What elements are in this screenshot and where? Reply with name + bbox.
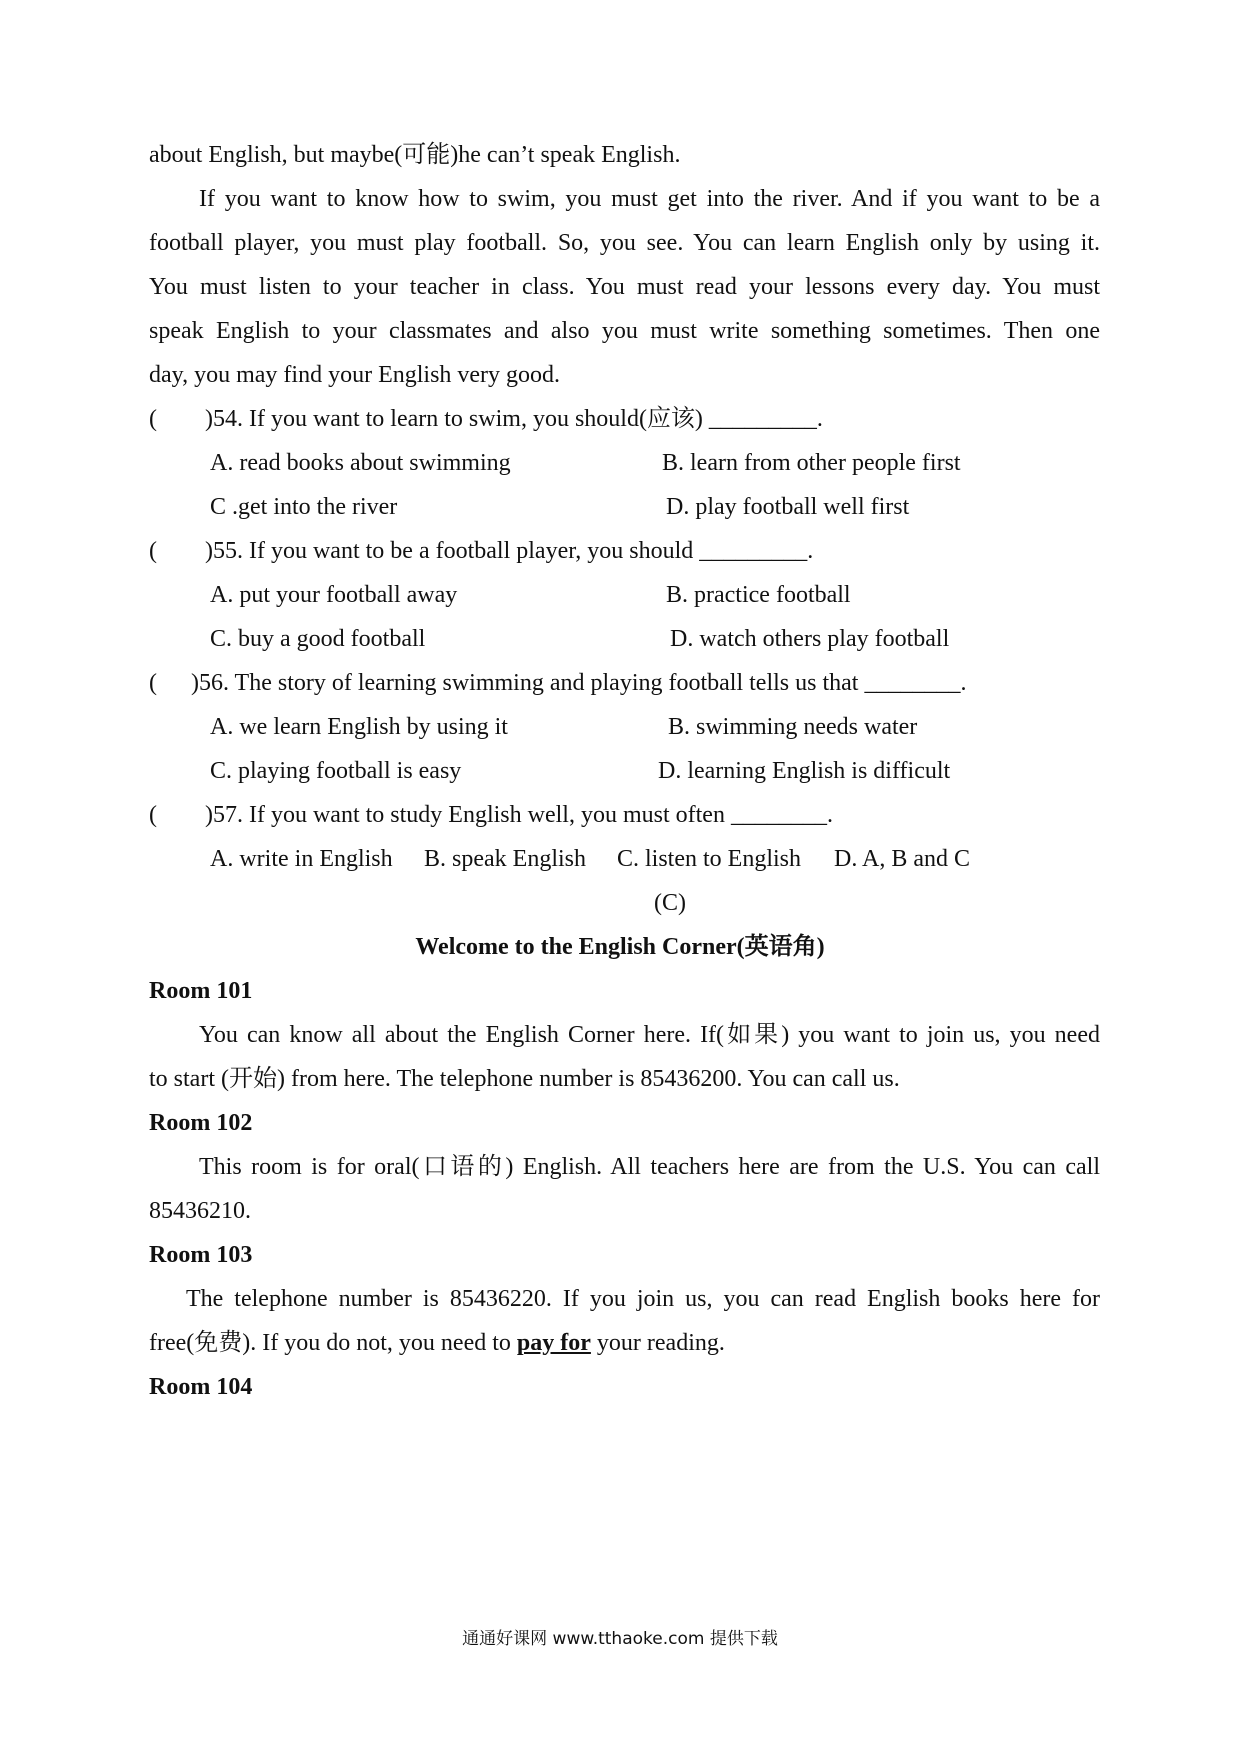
- room-heading: Room 103: [149, 1242, 253, 1268]
- room-heading: Room 102: [149, 1110, 253, 1136]
- question-56: [149, 668, 1100, 698]
- option-b: B. learn from other people first: [662, 450, 961, 476]
- question-stem: )55. If you want to be a football player, you should _________.: [205, 538, 814, 564]
- option-b: B. speak English: [424, 846, 586, 872]
- question-57: [149, 800, 1100, 830]
- option-a: A. put your football away: [210, 582, 458, 608]
- passage-line: You must listen to your teacher in class. You must read your lessons every day. You must: [149, 274, 1100, 300]
- option-d: D. A, B and C: [834, 846, 971, 872]
- passage-line: football player, you must play football. So, you see. You can learn English only by using it.: [149, 230, 1100, 256]
- section-title: Welcome to the English Corner(英语角): [415, 934, 825, 960]
- question-stem: )57. If you want to study English well, you must often ________.: [205, 802, 833, 828]
- passage-line: day, you may find your English very good.: [149, 362, 561, 388]
- option-b: B. swimming needs water: [668, 714, 918, 740]
- answer-blank[interactable]: (: [149, 538, 157, 564]
- question-55: [149, 536, 1100, 566]
- option-c: C .get into the river: [210, 494, 398, 520]
- room-heading: Room 101: [149, 978, 253, 1004]
- room-heading: Room 104: [149, 1374, 253, 1400]
- option-a: A. read books about swimming: [210, 450, 511, 476]
- passage-line: speak English to your classmates and also you must write something sometimes. Then one: [149, 318, 1100, 344]
- option-d: D. learning English is difficult: [658, 758, 951, 784]
- answer-blank[interactable]: (: [149, 802, 157, 828]
- underlined-phrase: pay for: [516, 1330, 591, 1356]
- option-c: C. buy a good football: [210, 626, 426, 652]
- passage-line: about English, but maybe(可能)he can’t speak English.: [149, 142, 681, 168]
- room-text-part: your reading.: [590, 1330, 725, 1356]
- question-54: [149, 404, 1100, 434]
- room-text: The telephone number is 85436220. If you join us, you can read English books here for: [186, 1286, 1100, 1312]
- answer-blank[interactable]: (: [149, 406, 157, 432]
- option-d: D. watch others play football: [670, 626, 950, 652]
- room-text: This room is for oral(口语的) English. All teachers here are from the U.S. You can call: [199, 1154, 1100, 1180]
- room-text: to start (开始) from here. The telephone number is 85436200. You can call us.: [149, 1066, 900, 1092]
- option-c: C. listen to English: [617, 846, 802, 872]
- question-stem: )54. If you want to learn to swim, you should(应该) _________.: [205, 406, 823, 432]
- option-d: D. play football well first: [666, 494, 910, 520]
- room-text: 85436210.: [149, 1198, 251, 1224]
- answer-blank[interactable]: (: [149, 670, 157, 696]
- option-c: C. playing football is easy: [210, 758, 462, 784]
- option-a: A. we learn English by using it: [210, 714, 508, 740]
- room-text: You can know all about the English Corner here. If(如果) you want to join us, you need: [199, 1022, 1100, 1048]
- room-text-part: free(免费). If you do not, you need to: [149, 1330, 517, 1356]
- question-stem: )56. The story of learning swimming and playing football tells us that ________.: [191, 670, 967, 696]
- page-footer: 通通好课网 www.tthaoke.com 提供下载: [462, 1629, 778, 1649]
- option-a: A. write in English: [210, 846, 393, 872]
- passage-line: If you want to know how to swim, you must get into the river. And if you want to be a: [199, 186, 1100, 212]
- section-label: (C): [654, 890, 686, 916]
- option-b: B. practice football: [666, 582, 851, 608]
- room-text: [149, 1328, 1100, 1358]
